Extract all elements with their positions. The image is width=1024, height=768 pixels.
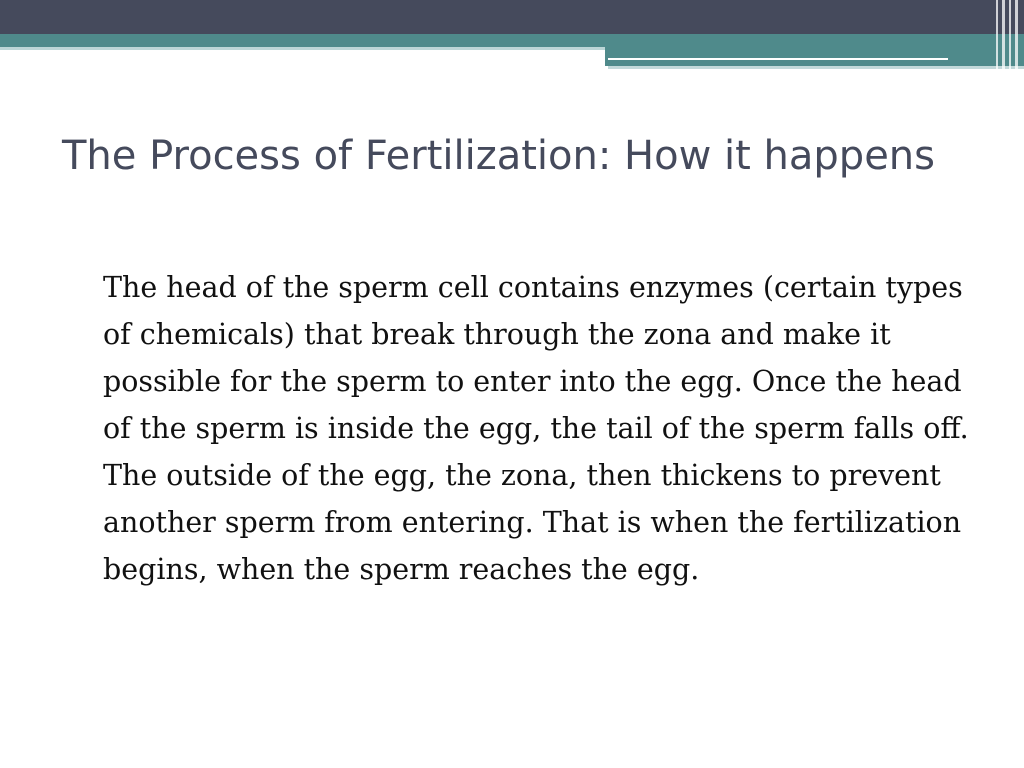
slide-title: The Process of Fertilization: How it happens [62,133,935,179]
header-light-strip [0,47,605,50]
header-teal-step [605,47,1024,66]
header-accent-line [608,58,948,60]
slide-body-text: The head of the sperm cell contains enzymes (certain types of chemicals) that break through the zona and make it possible for the sperm to enter into the egg. Once the head of the sperm is inside the egg, the tail of the sperm falls off. The outside of the egg, the zona, then thickens to prevent another sperm from entering. That is when the fertilization begins, when the sperm reaches the egg. [103,271,969,586]
header-accent-line-lower [608,66,1024,69]
header-vertical-stripes [992,0,1024,70]
header-teal-bar [0,34,1024,47]
header-dark-bar [0,0,1024,34]
